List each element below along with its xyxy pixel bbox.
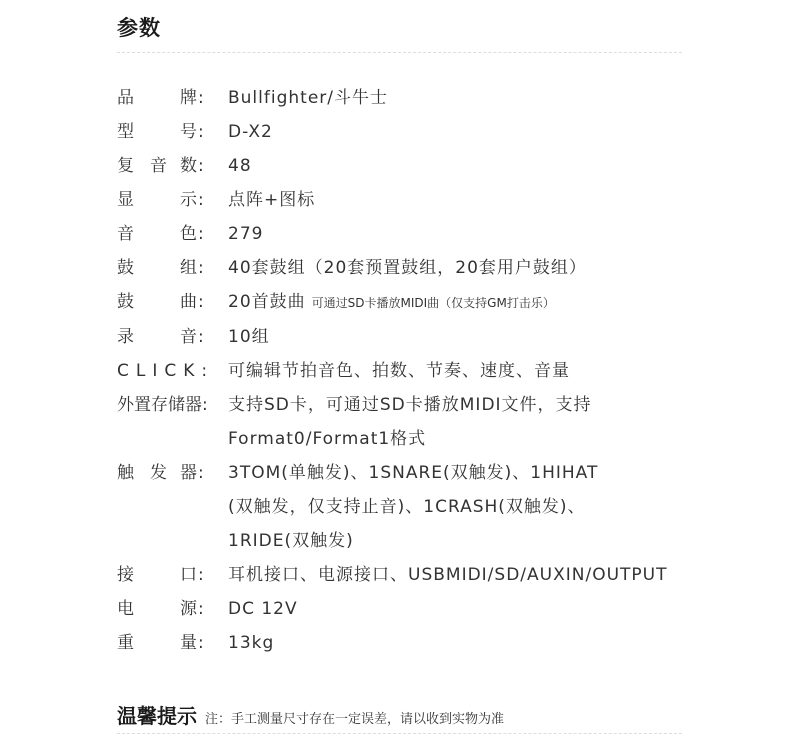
spec-label: 显 示: — [117, 190, 205, 210]
spec-value-voices: 279 — [228, 224, 264, 244]
spec-value-polyphony: 48 — [228, 156, 252, 176]
spec-value-click: 可编辑节拍音色、拍数、节奏、速度、音量 — [228, 361, 570, 381]
spec-row-ports — [117, 558, 717, 592]
spec-label: 音 色: — [117, 224, 205, 244]
spec-value-brand: Bullfighter/斗牛士 — [228, 88, 388, 108]
spec-label: CLICK: — [117, 361, 215, 381]
spec-row-display — [117, 183, 717, 217]
spec-row-triggers — [117, 456, 717, 558]
spec-label: 鼓 曲: — [117, 292, 205, 312]
spec-value-recording: 10组 — [228, 327, 270, 347]
bottom-divider — [117, 733, 682, 734]
spec-value-display: 点阵+图标 — [228, 190, 316, 210]
spec-value-power: DC 12V — [228, 599, 298, 619]
spec-note-songs: 可通过SD卡播放MIDI曲（仅支持GM打击乐） — [311, 296, 555, 310]
spec-value-model: D-X2 — [228, 122, 273, 142]
spec-row-brand — [117, 81, 717, 115]
spec-row-recording — [117, 320, 717, 354]
spec-value-weight: 13kg — [228, 633, 275, 653]
spec-list — [117, 81, 717, 660]
spec-label: 外置存储器: — [117, 395, 208, 415]
spec-row-storage — [117, 388, 717, 456]
spec-label: 接 口: — [117, 565, 205, 585]
spec-value-ports: 耳机接口、电源接口、USBMIDI/SD/AUXIN/OUTPUT — [228, 565, 668, 585]
spec-label: 型 号: — [117, 122, 205, 142]
spec-row-polyphony — [117, 149, 717, 183]
spec-value-drumkits: 40套鼓组（20套预置鼓组，20套用户鼓组） — [228, 258, 587, 278]
spec-label: 电 源: — [117, 599, 205, 619]
spec-label: 鼓 组: — [117, 258, 205, 278]
spec-label: 触 发 器: — [117, 463, 205, 483]
spec-value-triggers: 3TOM(单触发)、1SNARE(双触发)、1HIHAT (双触发，仅支持止音)、1CRASH(双触发)、 1RIDE(双触发) — [228, 463, 599, 551]
spec-row-drumkits — [117, 251, 717, 285]
tip-title: 温馨提示 — [117, 704, 197, 728]
spec-row-voices — [117, 217, 717, 251]
spec-label: 品 牌: — [117, 88, 205, 108]
spec-value-songs: 20首鼓曲 可通过SD卡播放MIDI曲（仅支持GM打击乐） — [228, 292, 555, 312]
spec-label: 录 音: — [117, 327, 205, 347]
spec-row-power — [117, 592, 717, 626]
spec-row-weight — [117, 626, 717, 660]
top-divider — [117, 52, 682, 53]
spec-value-storage: 支持SD卡，可通过SD卡播放MIDI文件，支持 Format0/Format1格式 — [228, 395, 592, 449]
tip-note: 注：手工测量尺寸存在一定误差，请以收到实物为准 — [205, 712, 505, 727]
spec-label: 复 音 数: — [117, 156, 205, 176]
spec-row-songs — [117, 285, 717, 320]
spec-row-model — [117, 115, 717, 149]
section-title: 参数 — [117, 16, 161, 40]
spec-label: 重 量: — [117, 633, 205, 653]
spec-row-click — [117, 354, 717, 388]
tip-section — [117, 700, 504, 729]
